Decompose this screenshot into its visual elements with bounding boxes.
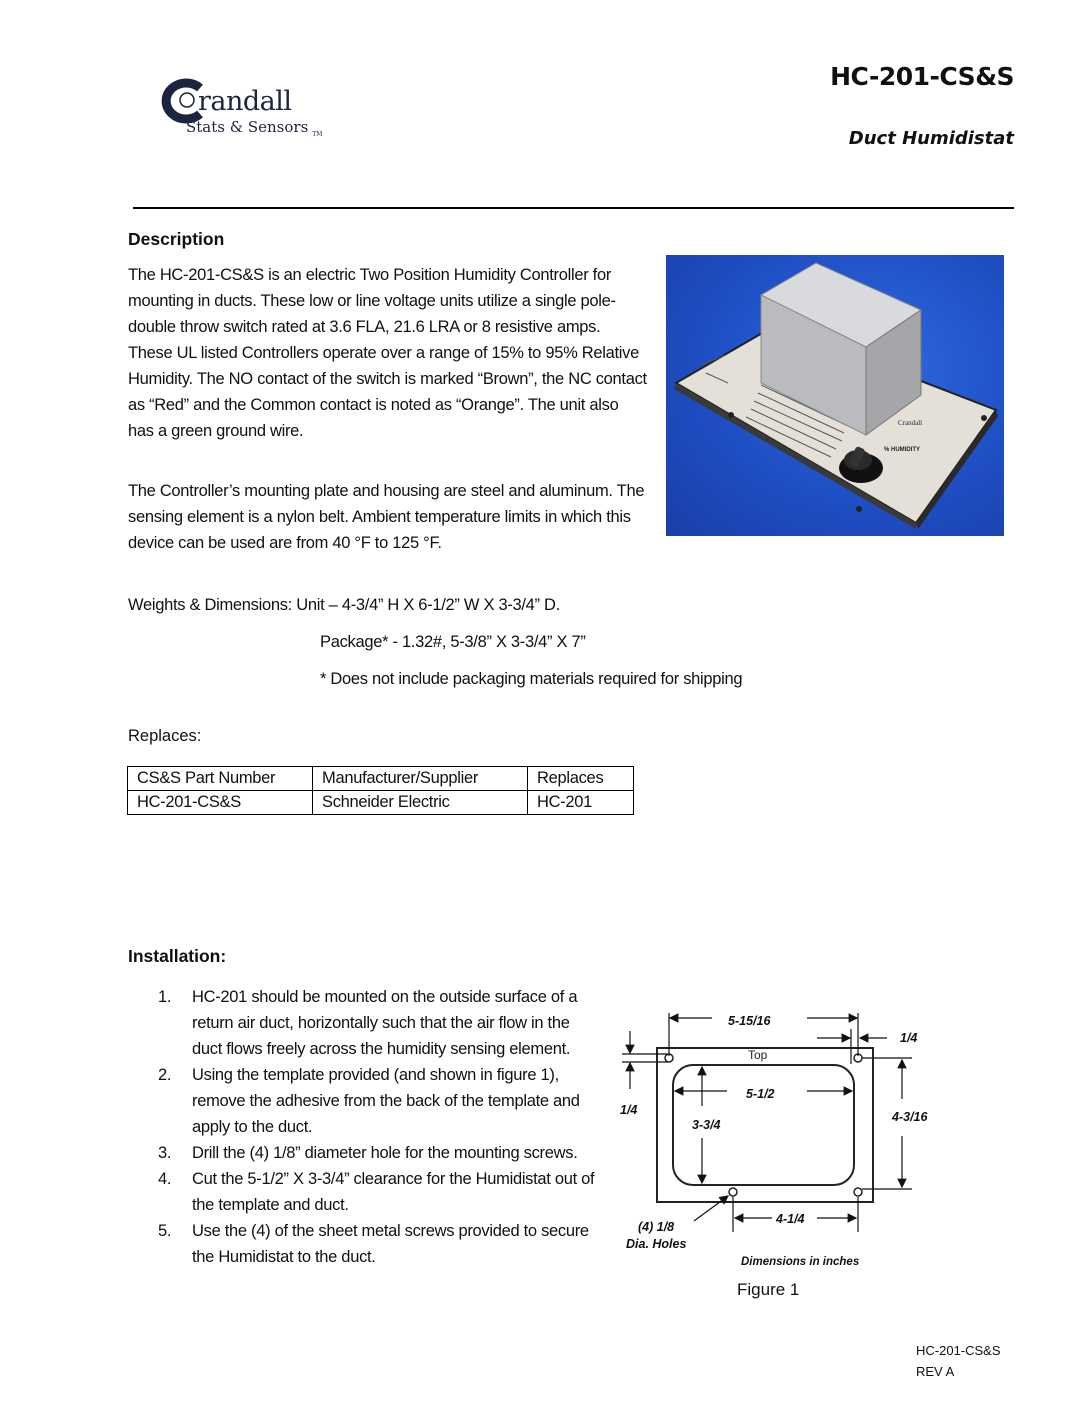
dim-edge-left: 1/4 [620,1103,638,1117]
template-outline [657,1048,873,1202]
dimension-lines [622,1013,912,1232]
step-number: 3. [158,1144,172,1162]
dim-hole-vertical: 4-3/16 [892,1110,928,1124]
list-item [158,1140,598,1166]
dim-bottom-holes: 4-1/4 [776,1212,805,1226]
product-photo [666,255,1004,536]
step-text: Drill the (4) 1/8” diameter hole for the mounting screws. [192,1144,578,1162]
mounting-hole [729,1188,737,1196]
template-diagram [612,996,942,1276]
replaces-table [127,766,634,815]
knob-label: % HUMIDITY [884,447,920,453]
list-item [158,984,598,1062]
unit-dimensions: Weights & Dimensions: Unit – 4-3/4” H X 6-1/2” W X 3-3/4” D. [128,596,560,614]
footer-model-code: HC-201-CS&S [916,1343,1001,1358]
step-number: 4. [158,1170,172,1188]
screw-hole [856,506,862,512]
package-note: * Does not include packaging materials required for shipping [320,670,743,688]
dim-hole-span: 5-15/16 [728,1014,771,1028]
holes-note-2: Dia. Holes [626,1237,687,1251]
column-header: Manufacturer/Supplier [313,767,528,791]
document-subtitle: Duct Humidistat [848,128,1014,149]
plate-logo: Crandall [898,419,923,427]
step-number: 1. [158,988,172,1006]
step-number: 2. [158,1066,172,1084]
dim-cutout-width: 5-1/2 [746,1087,775,1101]
company-logo [160,78,370,144]
description-paragraph-1: The HC-201-CS&S is an electric Two Position Humidity Controller for mounting in ducts. These low or line voltage units utilize a single pole-double throw switch rated at 3.6 FLA, 21.6 LRA or 8 resistive amps. These UL listed Controllers operate over a range of 15% to 95% Relative Humidity. The NO contact of the switch is marked “Brown”, the NC contact as “Red” and the Common contact is noted as “Orange”. The unit also has a green ground wire. [128,266,647,440]
package-dimensions: Package* - 1.32#, 5-3/8” X 3-3/4” X 7” [320,633,586,651]
step-text: HC-201 should be mounted on the outside surface of a return air duct, horizontally such that the air flow in the duct flows freely across the humidity sensing element. [192,988,578,1058]
screw-hole [728,412,734,418]
dim-edge-right: 1/4 [900,1031,918,1045]
template-drawing [612,996,942,1276]
screw-hole [981,415,987,421]
units-note: Dimensions in inches [741,1256,860,1268]
table-cell: Schneider Electric [313,791,528,815]
footer-revision: REV A [916,1364,955,1379]
dim-cutout-height: 3-3/4 [692,1118,721,1132]
list-item [158,1166,598,1218]
column-header: Replaces [528,767,634,791]
table-cell: HC-201-CS&S [128,791,313,815]
logo-brand-sub-text: Stats & Sensors [186,118,309,136]
description-paragraph-2: The Controller’s mounting plate and housing are steel and aluminum. The sensing element is a nylon belt. Ambient temperature limits in which this device can be used are from 40 °F to 125 °F. [128,482,645,552]
table-header-row [128,767,634,791]
humidistat-illustration [666,255,1004,536]
holes-note-1: (4) 1/8 [638,1220,675,1234]
logo-trademark: TM [312,131,323,138]
step-text: Cut the 5-1/2” X 3-3/4” clearance for the Humidistat out of the template and duct. [192,1170,595,1214]
list-item [158,1218,598,1270]
description-heading: Description [128,229,225,249]
table-row [128,791,634,815]
document-title: HC-201-CS&S [830,62,1014,91]
step-text: Using the template provided (and shown in figure 1), remove the adhesive from the back of the template and apply to the duct. [192,1066,580,1136]
figure-caption: Figure 1 [737,1280,800,1299]
mounting-hole [854,1188,862,1196]
top-label: Top [748,1048,768,1062]
header-divider [133,207,1014,209]
table-cell: HC-201 [528,791,634,815]
step-text: Use the (4) of the sheet metal screws provided to secure the Humidistat to the duct. [192,1222,589,1266]
logo-brand-sub [186,118,322,138]
installation-steps [158,984,598,1270]
installation-heading: Installation: [128,946,227,966]
replaces-label: Replaces: [128,727,202,745]
list-item [158,1062,598,1140]
column-header: CS&S Part Number [128,767,313,791]
step-number: 5. [158,1222,172,1240]
logo-brand-main: randall [198,86,292,117]
